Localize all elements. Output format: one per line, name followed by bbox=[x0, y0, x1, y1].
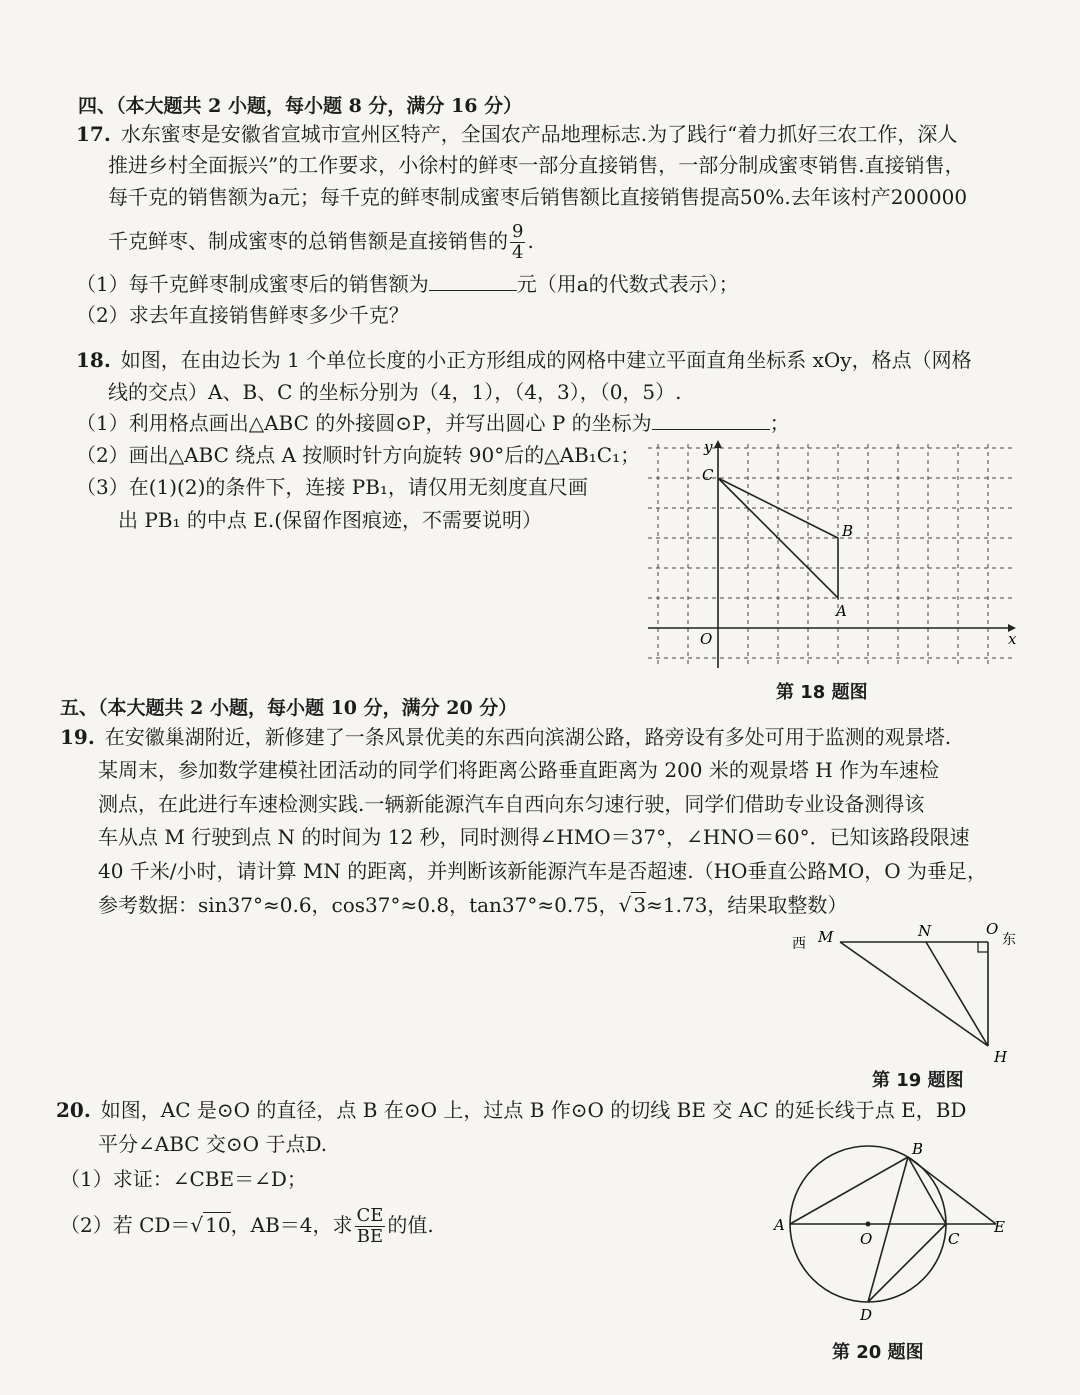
q20-text-1: 如图，AC 是⊙O 的直径，点 B 在⊙O 上，过点 B 作⊙O 的切线 BE 交 AC 的延长线于点 E，BD bbox=[100, 1098, 967, 1122]
q17-part-1 bbox=[76, 270, 739, 298]
q20-number: 20. bbox=[56, 1098, 91, 1122]
q20-frac-den: BE bbox=[356, 1226, 384, 1247]
segment-bc bbox=[908, 1157, 946, 1224]
q20-circle-figure bbox=[766, 1140, 1016, 1330]
sqrt-icon: √ bbox=[618, 893, 632, 917]
segment-nh bbox=[926, 942, 988, 1046]
q17-line-2: 推进乡村全面振兴”的工作要求，小徐村的鲜枣一部分直接销售，一部分制成蜜枣销售.直接销售， bbox=[108, 153, 965, 177]
section-4-heading: 四、（本大题共 2 小题，每小题 8 分，满分 16 分） bbox=[78, 95, 523, 117]
q20-part-2 bbox=[60, 1206, 434, 1247]
sqrt-icon: √ bbox=[190, 1213, 204, 1237]
segment-cd bbox=[868, 1224, 946, 1302]
q17-line-4 bbox=[108, 222, 534, 263]
q17-part-1-text: （1）每千克鲜枣制成蜜枣后的销售额为 bbox=[76, 272, 429, 296]
q17-text-4: 千克鲜枣、制成蜜枣的总销售额是直接销售的 bbox=[108, 229, 508, 253]
q18-part-1-end: ； bbox=[769, 411, 790, 435]
q17-frac-den: 4 bbox=[512, 242, 524, 263]
q19-line-6 bbox=[98, 891, 847, 919]
q20-part-2-mid: ，AB＝4，求 bbox=[230, 1213, 353, 1237]
label-x: x bbox=[1008, 630, 1017, 648]
q19-text-6-end: ≈1.73，结果取整数） bbox=[646, 893, 848, 917]
q19-text-1: 在安徽巢湖附近，新修建了一条风景优美的东西向滨湖公路，路旁设有多处可用于监测的观景塔. bbox=[104, 725, 952, 749]
q19-line-5: 40 千米/小时，请计算 MN 的距离，并判断该新能源汽车是否超速.（HO垂直公路MO，O 为垂足， bbox=[98, 859, 988, 883]
q17-part-1-end: 元（用a的代数式表示）； bbox=[516, 272, 739, 296]
q20-fraction bbox=[355, 1206, 386, 1247]
q20-line-1 bbox=[56, 1096, 966, 1124]
q17-number: 17. bbox=[76, 122, 111, 146]
q18-part-2: （2）画出△ABC 绕点 A 按顺时针方向旋转 90°后的△AB₁C₁； bbox=[76, 443, 641, 467]
q20-caption: 第 20 题图 bbox=[832, 1342, 924, 1363]
q17-fraction bbox=[510, 222, 525, 263]
tangent-be bbox=[908, 1157, 996, 1224]
segment-ab bbox=[790, 1157, 908, 1224]
label-east: 东 bbox=[1002, 932, 1016, 948]
q19-line-4: 车从点 M 行驶到点 N 的时间为 12 秒，同时测得∠HMO＝37°，∠HNO＝60°．已知该路段限速 bbox=[98, 825, 970, 849]
label-o: O bbox=[986, 920, 999, 938]
q19-line-1 bbox=[60, 723, 951, 751]
label-d: D bbox=[860, 1306, 873, 1324]
q18-part-3a: （3）在(1)(2)的条件下，连接 PB₁，请仅用无刻度直尺画 bbox=[76, 475, 588, 499]
label-c: C bbox=[948, 1230, 960, 1248]
segment-mh bbox=[840, 942, 988, 1046]
q19-text-6: 参考数据：sin37°≈0.6，cos37°≈0.8，tan37°≈0.75， bbox=[98, 893, 619, 917]
q18-caption: 第 18 题图 bbox=[776, 682, 868, 703]
q18-answer-blank[interactable] bbox=[652, 411, 770, 430]
q19-caption: 第 19 题图 bbox=[872, 1070, 964, 1091]
q18-text-1: 如图，在由边长为 1 个单位长度的小正方形组成的网格中建立平面直角坐标系 xOy，格点（网格 bbox=[120, 348, 972, 372]
q18-part-1 bbox=[76, 409, 790, 437]
label-b: B bbox=[912, 1140, 924, 1158]
q17-text-1: 水东蜜枣是安徽省宣城市宣州区特产，全国农产品地理标志.为了践行“着力抓好三农工作，深人 bbox=[120, 122, 958, 146]
q18-part-1-text: （1）利用格点画出△ABC 的外接圆⊙P，并写出圆心 P 的坐标为 bbox=[76, 411, 652, 435]
label-n: N bbox=[918, 922, 932, 940]
q20-part-1: （1）求证：∠CBE＝∠D； bbox=[60, 1167, 307, 1191]
q18-number: 18. bbox=[76, 348, 111, 372]
label-west: 西 bbox=[792, 936, 806, 952]
section-5-heading: 五、（本大题共 2 小题，每小题 10 分，满分 20 分） bbox=[60, 697, 518, 719]
q19-line-2: 某周末，参加数学建模社团活动的同学们将距离公路垂直距离为 200 米的观景塔 H 作为车速检 bbox=[98, 758, 940, 782]
q17-frac-num: 9 bbox=[512, 221, 524, 242]
q17-answer-blank[interactable] bbox=[429, 272, 517, 291]
right-angle-mark bbox=[978, 942, 988, 952]
label-h: H bbox=[994, 1048, 1008, 1066]
q17-line-3: 每千克的销售额为a元；每千克的鲜枣制成蜜枣后销售额比直接销售提高50%.去年该村产200000 bbox=[108, 185, 968, 209]
q17-part-2: （2）求去年直接销售鲜枣多少千克？ bbox=[76, 303, 409, 327]
q19-number: 19. bbox=[60, 725, 95, 749]
label-a: A bbox=[836, 602, 847, 620]
q18-part-3b: 出 PB₁ 的中点 E.(保留作图痕迹，不需要说明） bbox=[118, 508, 543, 532]
label-o: O bbox=[860, 1230, 873, 1248]
q20-part-2-text: （2）若 CD＝ bbox=[60, 1213, 191, 1237]
q20-sqrt-arg: 10 bbox=[205, 1213, 231, 1237]
center-point bbox=[866, 1222, 871, 1227]
label-a: A bbox=[774, 1216, 785, 1234]
q19-sqrt-arg: 3 bbox=[633, 893, 647, 917]
q20-frac-num: CE bbox=[356, 1205, 384, 1226]
label-y: y bbox=[704, 438, 713, 456]
segment-bd bbox=[868, 1157, 908, 1302]
label-c: C bbox=[702, 466, 714, 484]
q20-part-2-end: 的值. bbox=[387, 1213, 434, 1237]
label-e: E bbox=[994, 1218, 1005, 1236]
q18-line-1 bbox=[76, 346, 972, 374]
label-origin: O bbox=[700, 630, 713, 648]
label-m: M bbox=[818, 928, 834, 946]
q18-grid-figure bbox=[640, 436, 1025, 672]
q19-figure bbox=[786, 918, 1026, 1068]
q20-line-2: 平分∠ABC 交⊙O 于点D. bbox=[98, 1132, 328, 1156]
q18-line-2: 线的交点）A、B、C 的坐标分别为（4，1），（4，3），（0，5）. bbox=[108, 380, 682, 404]
label-b: B bbox=[842, 522, 854, 540]
q17-text-4-end: . bbox=[527, 229, 534, 253]
q17-line-1 bbox=[76, 120, 957, 148]
q19-line-3: 测点，在此进行车速检测实践.一辆新能源汽车自西向东匀速行驶，同学们借助专业设备测得该 bbox=[98, 792, 925, 816]
y-axis-arrow-icon bbox=[714, 440, 722, 448]
